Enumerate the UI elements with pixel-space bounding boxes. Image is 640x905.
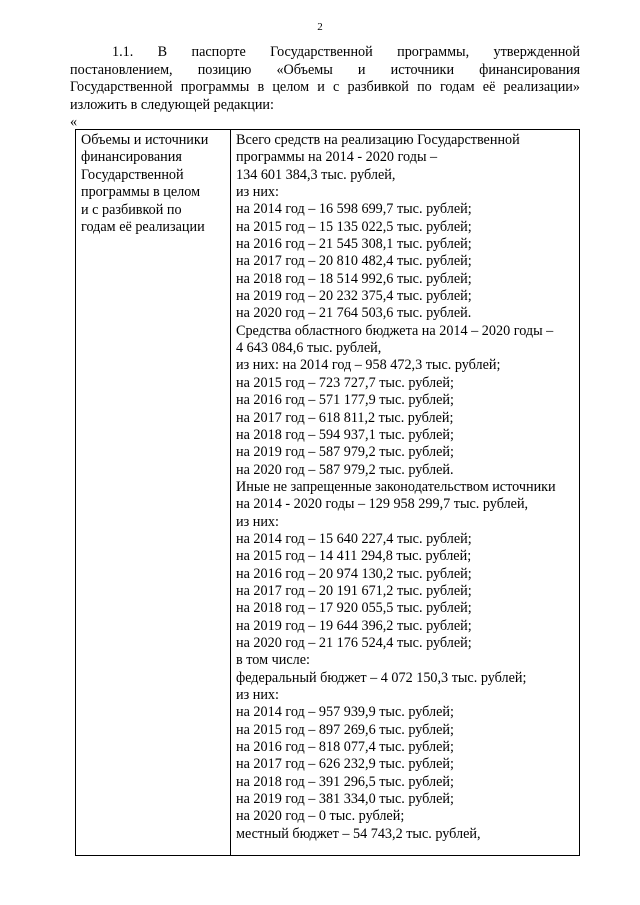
funding-line: из них: на 2014 год – 958 472,3 тыс. рублей; [236,357,501,374]
funding-line: на 2017 год – 20 191 671,2 тыс. рублей; [236,582,472,599]
funding-line: на 2014 - 2020 годы – 129 958 299,7 тыс. рублей, [236,496,529,513]
position-name-line: и с разбивкой по [81,201,182,218]
funding-line: на 2015 год – 14 411 294,8 тыс. рублей; [236,548,472,565]
funding-line: федеральный бюджет – 4 072 150,3 тыс. рублей; [236,669,527,686]
funding-line: на 2020 год – 21 176 524,4 тыс. рублей; [236,634,472,651]
funding-line: 4 643 084,6 тыс. рублей, [236,340,382,357]
position-name-line: программы в целом [81,184,201,201]
funding-line: на 2017 год – 20 810 482,4 тыс. рублей; [236,253,472,270]
funding-line: на 2018 год – 18 514 992,6 тыс. рублей; [236,270,472,287]
funding-line: на 2018 год – 594 937,1 тыс. рублей; [236,426,454,443]
funding-line: на 2020 год – 587 979,2 тыс. рублей. [236,461,454,478]
funding-line: на 2020 год – 0 тыс. рублей; [236,808,405,825]
funding-line: на 2018 год – 391 296,5 тыс. рублей; [236,773,454,790]
intro-paragraph [70,44,580,114]
funding-line: на 2016 год – 20 974 130,2 тыс. рублей; [236,565,472,582]
intro-line: постановлением, позицию «Объемы и источники финансирования [70,61,580,78]
funding-line: на 2019 год – 19 644 396,2 тыс. рублей; [236,617,472,634]
funding-table [75,129,580,856]
intro-line: Государственной программы в целом и с разбивкой по годам её реализации» [70,79,580,95]
position-name-line: финансирования [81,149,182,166]
position-name-cell [81,132,227,236]
funding-line: на 2015 год – 15 135 022,5 тыс. рублей; [236,218,472,235]
funding-line: на 2019 год – 587 979,2 тыс. рублей; [236,444,454,461]
intro-line: 1.1. В паспорте Государственной программы, утвержденной [112,44,580,60]
intro-line: изложить в следующей редакции: [70,96,274,113]
funding-line: на 2016 год – 571 177,9 тыс. рублей; [236,392,454,409]
funding-line: на 2018 год – 17 920 055,5 тыс. рублей; [236,600,472,617]
funding-line: Всего средств на реализацию Государственной [236,132,520,148]
position-name-line: Объемы и источники [81,132,209,148]
funding-line: на 2014 год – 957 939,9 тыс. рублей; [236,704,454,721]
funding-line: из них: [236,184,279,201]
funding-line: на 2016 год – 21 545 308,1 тыс. рублей; [236,236,472,253]
funding-details-cell [236,132,578,843]
funding-line: на 2017 год – 618 811,2 тыс. рублей; [236,409,454,426]
funding-line: из них: [236,513,279,530]
funding-line: на 2015 год – 897 269,6 тыс. рублей; [236,721,454,738]
funding-line: Иные не запрещенные законодательством источники [236,478,556,495]
funding-line: на 2014 год – 16 598 699,7 тыс. рублей; [236,201,472,218]
funding-line: на 2020 год – 21 764 503,6 тыс. рублей. [236,305,472,322]
funding-line: на 2019 год – 381 334,0 тыс. рублей; [236,791,454,808]
opening-quote-mark: « [70,114,78,130]
funding-line: в том числе: [236,652,310,669]
funding-line: местный бюджет – 54 743,2 тыс. рублей, [236,825,481,842]
funding-line: на 2017 год – 626 232,9 тыс. рублей; [236,756,454,773]
funding-line: Средства областного бюджета на 2014 – 2020 годы – [236,322,554,339]
page-number: 2 [317,21,323,33]
funding-line: на 2014 год – 15 640 227,4 тыс. рублей; [236,530,472,547]
funding-line: 134 601 384,3 тыс. рублей, [236,166,396,183]
funding-line: из них: [236,687,279,703]
position-name-line: Государственной [81,166,184,183]
funding-line: программы на 2014 - 2020 годы – [236,149,438,166]
position-name-line: годам её реализации [81,219,205,236]
funding-line: на 2015 год – 723 727,7 тыс. рублей; [236,374,454,391]
column-divider [230,130,231,855]
funding-line: на 2019 год – 20 232 375,4 тыс. рублей; [236,288,472,305]
funding-line: на 2016 год – 818 077,4 тыс. рублей; [236,739,454,756]
